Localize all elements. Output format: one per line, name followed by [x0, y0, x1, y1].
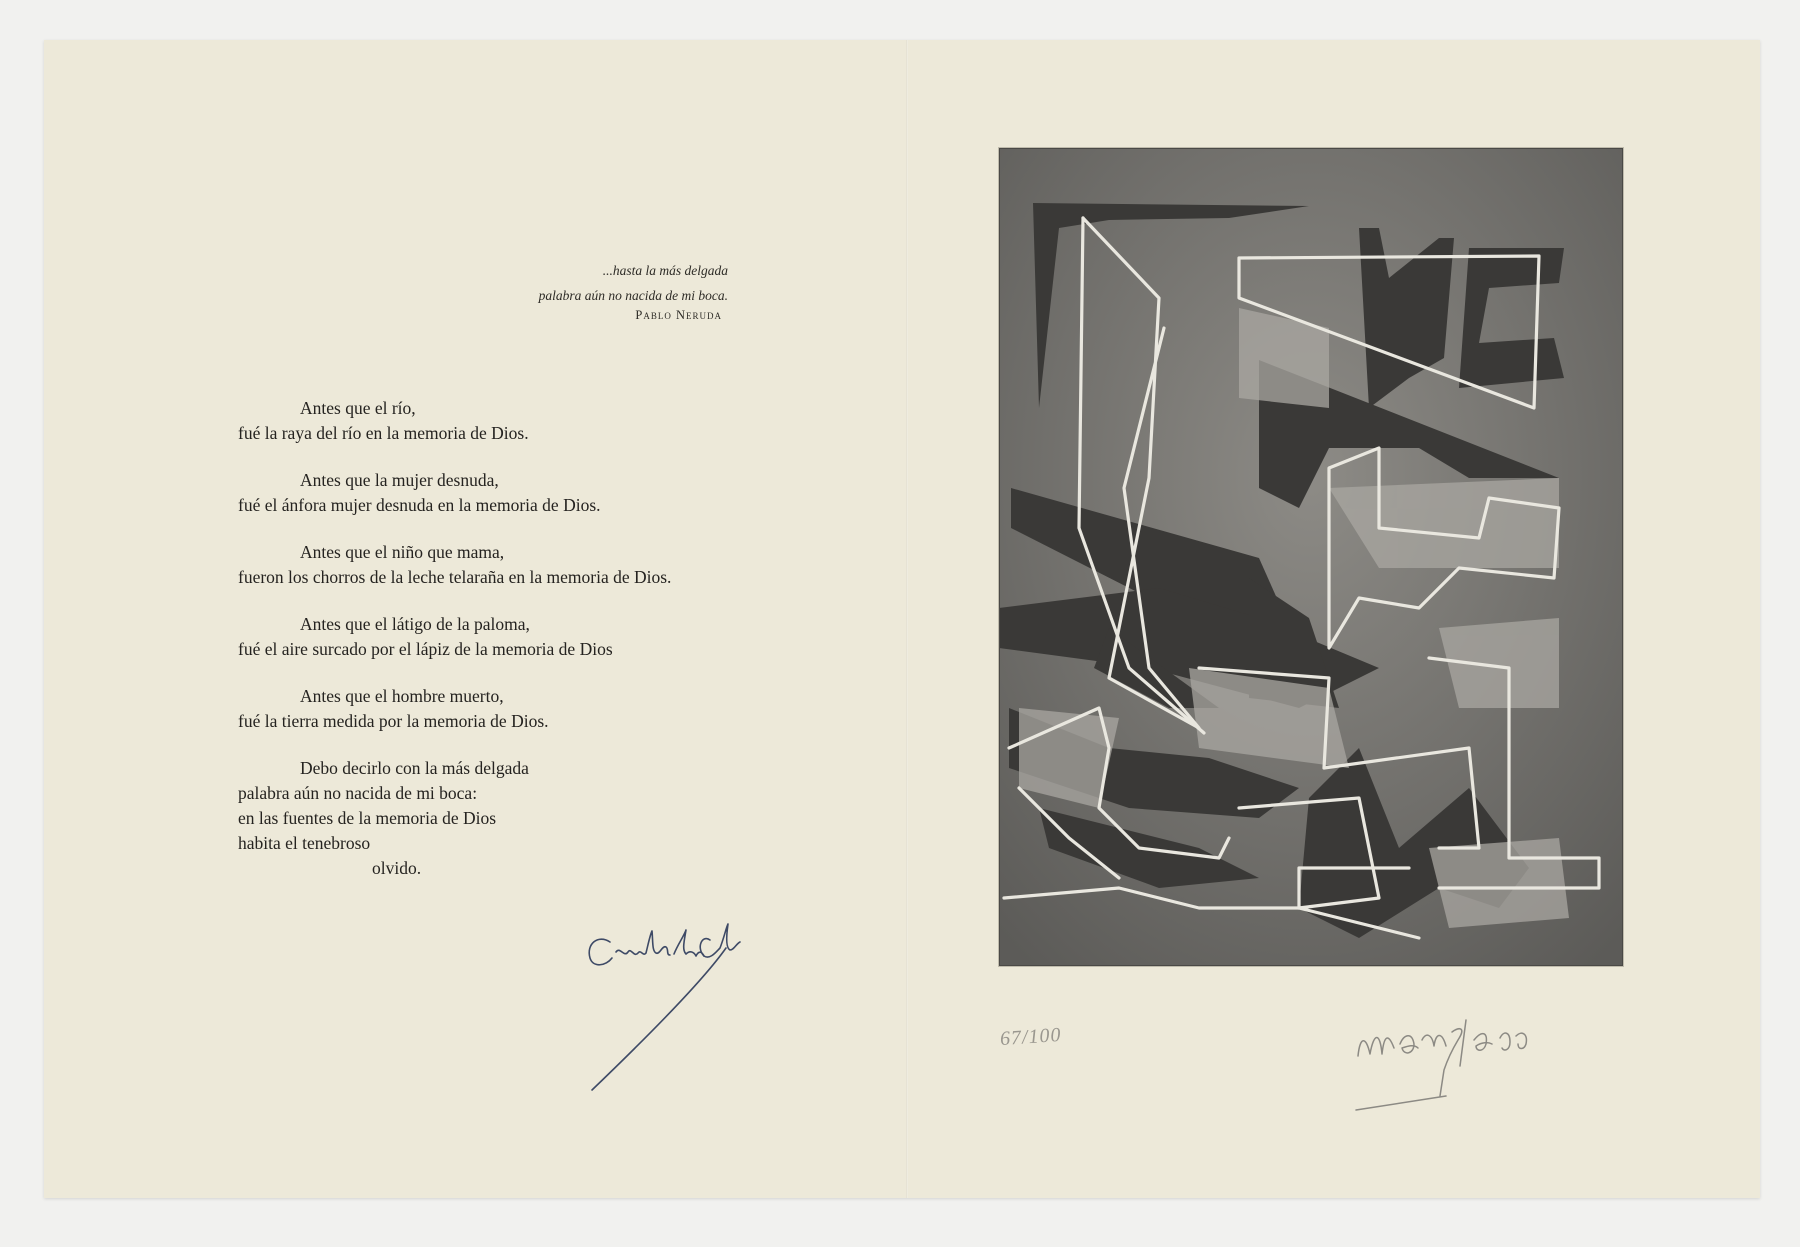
stanza [238, 540, 878, 590]
stanza [238, 756, 878, 881]
poem-line: Antes que el niño que mama, [300, 542, 505, 562]
epigraph-line: ...hasta la más delgada [602, 263, 728, 278]
epigraph [368, 258, 728, 308]
epigraph-author: Pablo Neruda [635, 308, 722, 322]
stanza [238, 396, 878, 446]
poem-line: Antes que el látigo de la paloma, [300, 614, 530, 634]
edition-number: 67/100 [999, 1023, 1063, 1051]
right-page [908, 40, 1760, 1198]
stanza [238, 468, 878, 518]
left-page [44, 40, 906, 1198]
poem-line: Antes que el hombre muerto, [300, 686, 504, 706]
poem-line: en las fuentes de la memoria de Dios [238, 808, 497, 828]
stanza [238, 684, 878, 734]
poem-line: habita el tenebroso [238, 833, 371, 853]
poem-line: fué el ánfora mujer desnuda en la memoria de Dios. [238, 495, 601, 515]
poem-line: palabra aún no nacida de mi boca: [238, 783, 478, 803]
abstract-etching [999, 148, 1623, 966]
poem-line: fueron los chorros de la leche telaraña en la memoria de Dios. [238, 567, 672, 587]
epigraph-line: palabra aún no nacida de mi boca. [538, 288, 728, 303]
poem-line: fué la raya del río en la memoria de Dios. [238, 423, 529, 443]
poem-line: Antes que la mujer desnuda, [300, 470, 499, 490]
poem-line: Debo decirlo con la más delgada [300, 758, 529, 778]
poem-line: Antes que el río, [300, 398, 416, 418]
poem-line: fué el aire surcado por el lápiz de la memoria de Dios [238, 639, 613, 659]
artist-signature [1348, 996, 1588, 1116]
poem [238, 396, 878, 903]
poem-line: fué la tierra medida por la memoria de Dios. [238, 711, 549, 731]
poem-line: olvido. [372, 858, 422, 878]
stanza [238, 612, 878, 662]
author-signature [582, 912, 782, 1112]
